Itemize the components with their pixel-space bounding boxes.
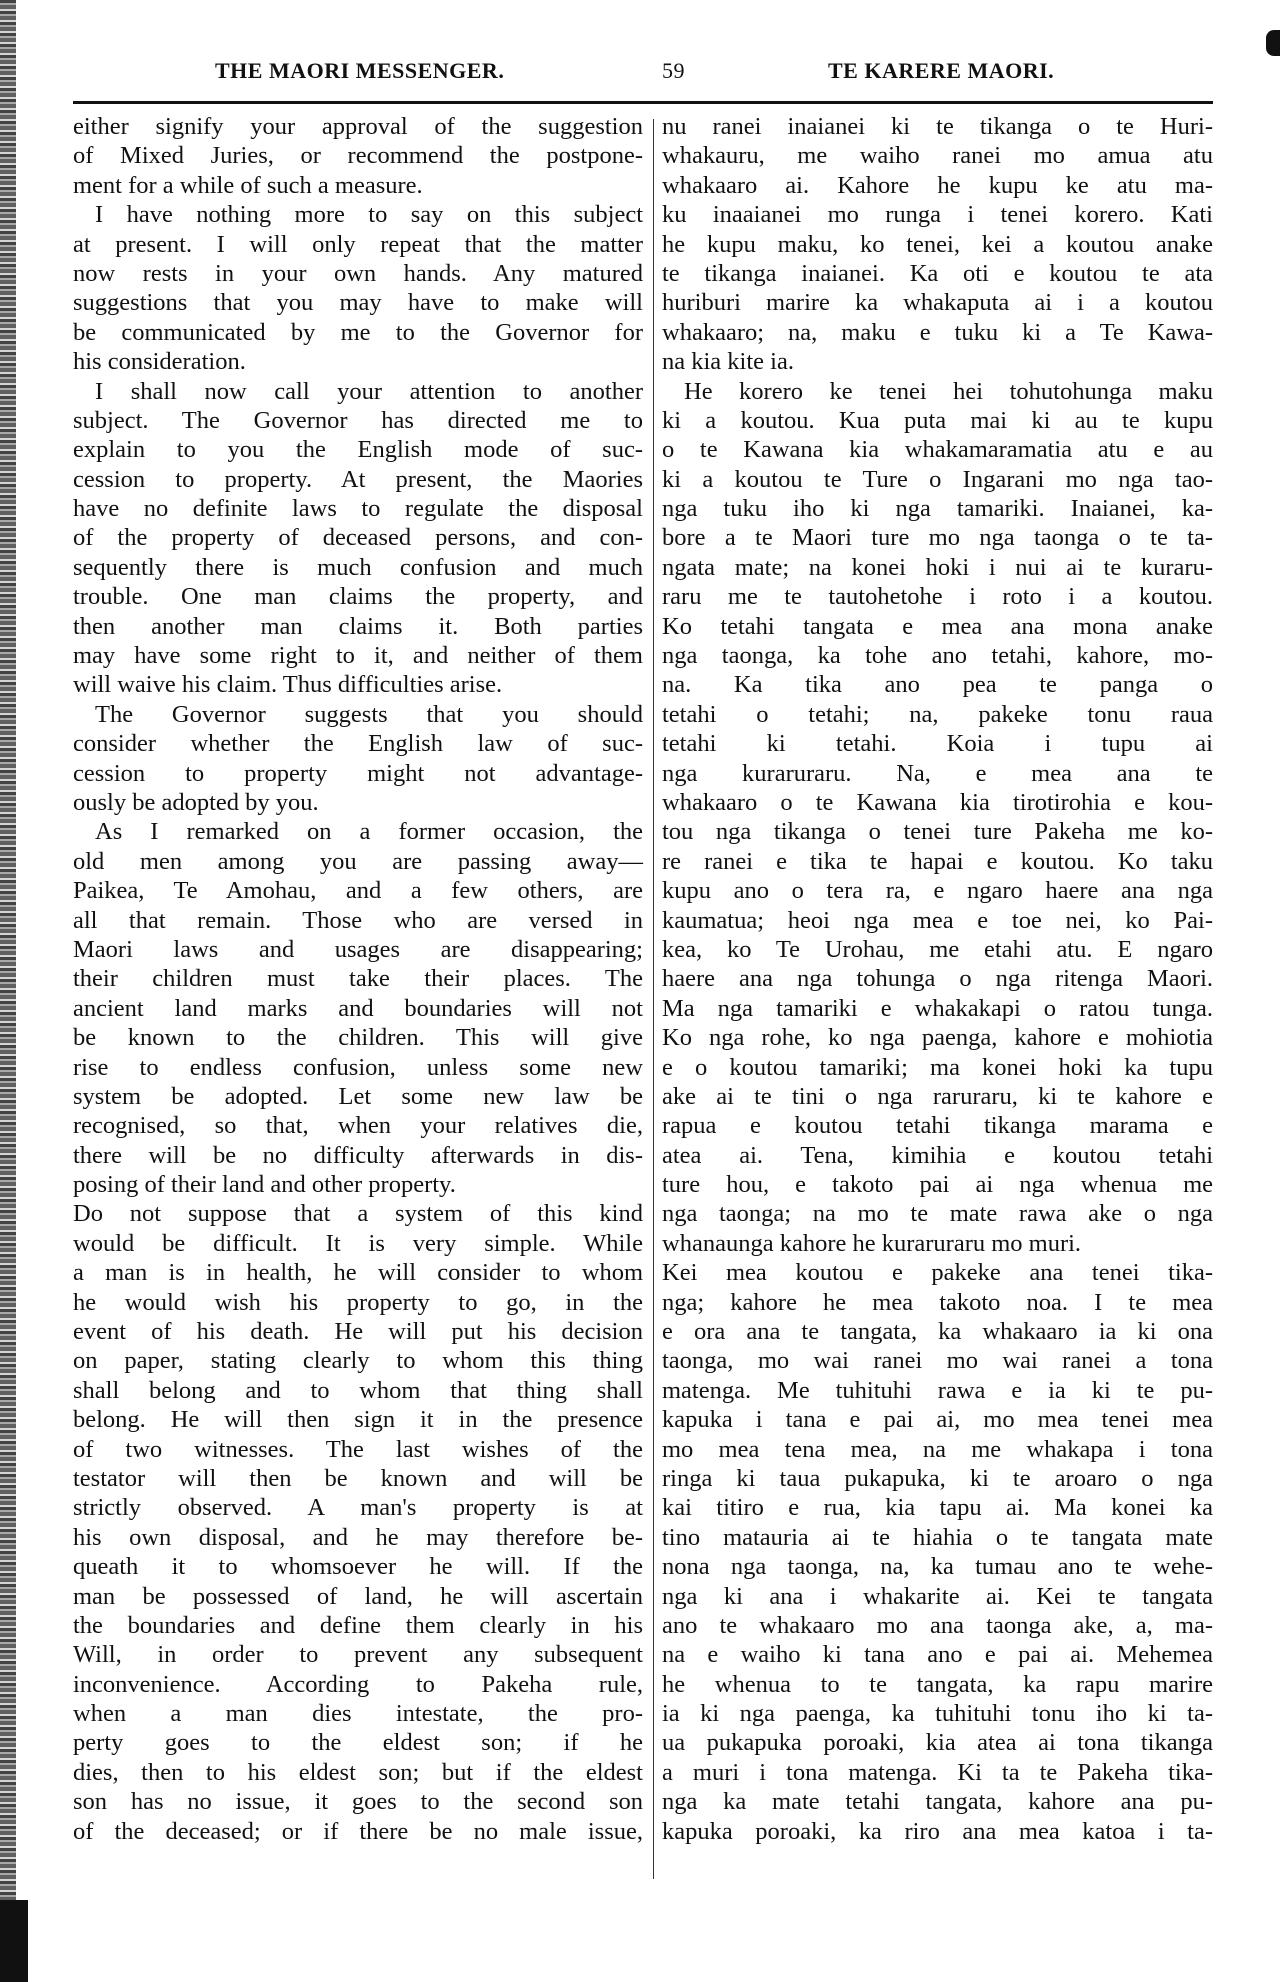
- text-line: now rests in your own hands. Any matured: [73, 259, 643, 287]
- text-line: of Mixed Juries, or recommend the postpone-: [73, 142, 643, 170]
- text-line: either signify your approval of the suggestion: [73, 113, 643, 140]
- text-line: matenga. Me tuhituhi rawa e ia ki te pu-: [662, 1376, 1213, 1404]
- text-line: kaumatua; heoi nga mea e toe nei, ko Pai-: [662, 906, 1213, 934]
- text-line: cession to property might not advantage-: [73, 759, 643, 787]
- text-line: ano te whakaaro mo ana taonga ake, a, ma-: [662, 1611, 1213, 1639]
- text-line: all that remain. Those who are versed in: [73, 906, 643, 934]
- text-line: his own disposal, and he may therefore be-: [73, 1523, 643, 1551]
- text-line: Kei mea koutou e pakeke ana tenei tika-: [662, 1259, 1213, 1287]
- text-line: there will be no difficulty afterwards in dis-: [73, 1141, 643, 1169]
- text-line: son has no issue, it goes to the second son: [73, 1788, 643, 1816]
- text-line: shall belong and to whom that thing shall: [73, 1376, 643, 1404]
- text-line: old men among you are passing away—: [73, 847, 643, 875]
- text-line: Will, in order to prevent any subsequent: [73, 1641, 643, 1669]
- paragraph: [73, 112, 643, 200]
- text-line: system be adopted. Let some new law be: [73, 1082, 643, 1110]
- text-line: kea, ko Te Urohau, me etahi atu. E ngaro: [662, 935, 1213, 963]
- text-line: nona nga taonga, na, ka tumau ano te wehe-: [662, 1553, 1213, 1581]
- paragraph: [662, 112, 1213, 377]
- scan-edge-artifact: [0, 0, 16, 1982]
- text-line: he kupu maku, ko tenei, kei a koutou anake: [662, 230, 1213, 258]
- text-line: mo mea tena mea, na me whakapa i tona: [662, 1435, 1213, 1463]
- text-line: their children must take their places. The: [73, 965, 643, 993]
- text-line: sequently there is much confusion and much: [73, 553, 643, 581]
- masthead-maori-title: TE KARERE MAORI.: [828, 58, 1055, 83]
- text-line: when a man dies intestate, the pro-: [73, 1700, 643, 1728]
- text-line: recognised, so that, when your relatives die,: [73, 1112, 643, 1140]
- text-line: atea ai. Tena, kimihia e koutou tetahi: [662, 1141, 1213, 1169]
- text-line: kai titiro e rua, kia tapu ai. Ma konei ka: [662, 1494, 1213, 1522]
- text-line: ake ai te tini o nga raruraru, ki te kahore e: [662, 1082, 1213, 1110]
- text-line: ki a koutou te Ture o Ingarani mo nga tao-: [662, 465, 1213, 493]
- text-line: on paper, stating clearly to whom this thing: [73, 1347, 643, 1375]
- text-line: inconvenience. According to Pakeha rule,: [73, 1670, 643, 1698]
- text-line: of the property of deceased persons, and con-: [73, 524, 643, 552]
- text-line: tou nga tikanga o tenei ture Pakeha me ko-: [662, 818, 1213, 846]
- english-column: [73, 112, 643, 1846]
- text-line: posing of their land and other property.: [73, 1171, 456, 1199]
- text-line: nga taonga, ka tohe ano tetahi, kahore, mo-: [662, 642, 1213, 670]
- text-line: nga kuraruraru. Na, e mea ana te: [662, 759, 1213, 787]
- text-line: As I remarked on a former occasion, the: [95, 818, 643, 846]
- text-line: nga; kahore he mea takoto noa. I te mea: [662, 1288, 1213, 1316]
- text-line: re ranei e tika te hapai e koutou. Ko taku: [662, 847, 1213, 875]
- text-line: event of his death. He will put his decision: [73, 1318, 643, 1346]
- text-line: consider whether the English law of suc-: [73, 730, 643, 758]
- text-line: Ko tetahi tangata e mea ana mona anake: [662, 612, 1213, 640]
- text-line: bore a te Maori ture mo nga taonga o te ta-: [662, 524, 1213, 552]
- text-line: nu ranei inaianei ki te tikanga o te Huri-: [662, 113, 1213, 140]
- text-line: belong. He will then sign it in the presence: [73, 1406, 643, 1434]
- text-line: haere ana nga tohunga o nga ritenga Maori.: [662, 965, 1213, 993]
- text-line: tetahi ki tetahi. Koia i tupu ai: [662, 730, 1213, 758]
- text-line: I shall now call your attention to another: [95, 377, 643, 405]
- text-line: ment for a while of such a measure.: [73, 171, 423, 199]
- text-line: cession to property. At present, the Maories: [73, 465, 643, 493]
- text-line: a man is in health, he will consider to whom: [73, 1259, 643, 1287]
- text-line: kapuka poroaki, ka riro ana mea katoa i ta-: [662, 1817, 1213, 1845]
- masthead-english-title: THE MAORI MESSENGER.: [215, 58, 505, 83]
- text-line: trouble. One man claims the property, and: [73, 583, 643, 611]
- paragraph: [73, 1199, 643, 1846]
- text-line: whanaunga kahore he kuraruraru mo muri.: [662, 1229, 1082, 1257]
- text-line: his consideration.: [73, 348, 246, 376]
- text-line: whakaaro o te Kawana kia tirotirohia e kou-: [662, 788, 1213, 816]
- text-line: rise to endless confusion, unless some new: [73, 1053, 643, 1081]
- scan-corner-mark: [1266, 30, 1280, 56]
- page-number: 59: [662, 58, 685, 83]
- text-line: taonga, mo wai ranei mo wai ranei a tona: [662, 1347, 1213, 1375]
- text-line: have no definite laws to regulate the disposal: [73, 495, 643, 523]
- paragraph: [73, 700, 643, 818]
- text-line: nga taonga; na mo te mate rawa ake o nga: [662, 1200, 1213, 1228]
- text-line: explain to you the English mode of suc-: [73, 436, 643, 464]
- text-line: subject. The Governor has directed me to: [73, 406, 643, 434]
- text-line: tino matauria ai te hiahia o te tangata mate: [662, 1523, 1213, 1551]
- text-line: e o koutou tamariki; ma konei hoki ka tupu: [662, 1053, 1213, 1081]
- text-line: na kia kite ia.: [662, 348, 794, 376]
- text-line: strictly observed. A man's property is at: [73, 1494, 643, 1522]
- text-line: dies, then to his eldest son; but if the eldest: [73, 1758, 643, 1786]
- paragraph: [73, 200, 643, 376]
- text-line: na. Ka tika ano pea te panga o: [662, 671, 1213, 699]
- text-line: ia ki nga paenga, ka tuhituhi tonu iho ki ta-: [662, 1700, 1213, 1728]
- text-line: queath it to whomsoever he will. If the: [73, 1553, 643, 1581]
- paragraph: [73, 377, 643, 700]
- column-divider: [653, 119, 654, 1879]
- text-line: nga tuku iho ki nga tamariki. Inaianei, ka-: [662, 495, 1213, 523]
- text-line: perty goes to the eldest son; if he: [73, 1729, 643, 1757]
- text-line: ture hou, e takoto pai ai nga whenua me: [662, 1171, 1213, 1199]
- text-line: a muri i tona matenga. Ki ta te Pakeha tika-: [662, 1758, 1213, 1786]
- text-line: ancient land marks and boundaries will not: [73, 994, 643, 1022]
- text-line: te tikanga inaianei. Ka oti e koutou te ata: [662, 259, 1213, 287]
- text-line: would be difficult. It is very simple. While: [73, 1229, 643, 1257]
- text-line: at present. I will only repeat that the matter: [73, 230, 643, 258]
- text-line: ringa ki taua pukapuka, ki te aroaro o nga: [662, 1464, 1213, 1492]
- text-line: Do not suppose that a system of this kind: [73, 1200, 643, 1228]
- scan-edge-artifact-bottom: [0, 1900, 28, 1982]
- text-line: Maori laws and usages are disappearing;: [73, 935, 643, 963]
- paragraph: [662, 377, 1213, 1259]
- text-line: ki a koutou. Kua puta mai ki au te kupu: [662, 406, 1213, 434]
- text-line: whakaaro; na, maku e tuku ki a Te Kawa-: [662, 318, 1213, 346]
- text-line: of the deceased; or if there be no male issue,: [73, 1817, 643, 1845]
- text-line: I have nothing more to say on this subject: [95, 201, 643, 229]
- header-rule: [73, 101, 1213, 104]
- text-line: huriburi marire ka whakaputa ai i a koutou: [662, 289, 1213, 317]
- text-line: Ko nga rohe, ko nga paenga, kahore e mohiotia: [662, 1024, 1213, 1052]
- text-line: then another man claims it. Both parties: [73, 612, 643, 640]
- text-line: ua pukapuka poroaki, kia atea ai tona tikanga: [662, 1729, 1213, 1757]
- text-line: he whenua to te tangata, ka rapu marire: [662, 1670, 1213, 1698]
- text-line: tetahi o tetahi; na, pakeke tonu raua: [662, 700, 1213, 728]
- text-line: Ma nga tamariki e whakakapi o ratou tunga.: [662, 994, 1213, 1022]
- maori-column: [662, 112, 1213, 1846]
- text-line: na e waiho ki tana ano e pai ai. Mehemea: [662, 1641, 1213, 1669]
- text-line: ngata mate; na konei hoki i nui ai te kuraru-: [662, 553, 1213, 581]
- text-line: man be possessed of land, he will ascertain: [73, 1582, 643, 1610]
- text-line: kapuka i tana e pai ai, mo mea tenei mea: [662, 1406, 1213, 1434]
- text-line: the boundaries and define them clearly in his: [73, 1611, 643, 1639]
- text-line: may have some right to it, and neither of them: [73, 642, 643, 670]
- text-line: he would wish his property to go, in the: [73, 1288, 643, 1316]
- text-line: will waive his claim. Thus difficulties arise.: [73, 671, 503, 699]
- text-line: suggestions that you may have to make will: [73, 289, 643, 317]
- text-line: He korero ke tenei hei tohutohunga maku: [684, 377, 1213, 405]
- text-line: whakaaro ai. Kahore he kupu ke atu ma-: [662, 171, 1213, 199]
- text-line: e ora ana te tangata, ka whakaaro ia ki ona: [662, 1318, 1213, 1346]
- text-line: whakauru, me waiho ranei mo amua atu: [662, 142, 1213, 170]
- text-line: rapua e koutou tetahi tikanga marama e: [662, 1112, 1213, 1140]
- text-line: testator will then be known and will be: [73, 1464, 643, 1492]
- text-line: nga ka mate tetahi tangata, kahore ana pu-: [662, 1788, 1213, 1816]
- text-line: of two witnesses. The last wishes of the: [73, 1435, 643, 1463]
- paragraph: [662, 1258, 1213, 1846]
- text-line: be communicated by me to the Governor for: [73, 318, 643, 346]
- text-line: ku inaaianei mo runga i tenei korero. Kati: [662, 201, 1213, 229]
- text-line: The Governor suggests that you should: [95, 700, 643, 728]
- text-line: be known to the children. This will give: [73, 1024, 643, 1052]
- text-line: raru me te tautohetohe i roto i a koutou.: [662, 583, 1213, 611]
- text-line: nga ki ana i whakarite ai. Kei te tangata: [662, 1582, 1213, 1610]
- text-line: o te Kawana kia whakamaramatia atu e au: [662, 436, 1213, 464]
- text-line: kupu ano o tera ra, e ngaro haere ana nga: [662, 877, 1213, 905]
- text-line: Paikea, Te Amohau, and a few others, are: [73, 877, 643, 905]
- text-line: ously be adopted by you.: [73, 788, 319, 816]
- paragraph: [73, 817, 643, 1199]
